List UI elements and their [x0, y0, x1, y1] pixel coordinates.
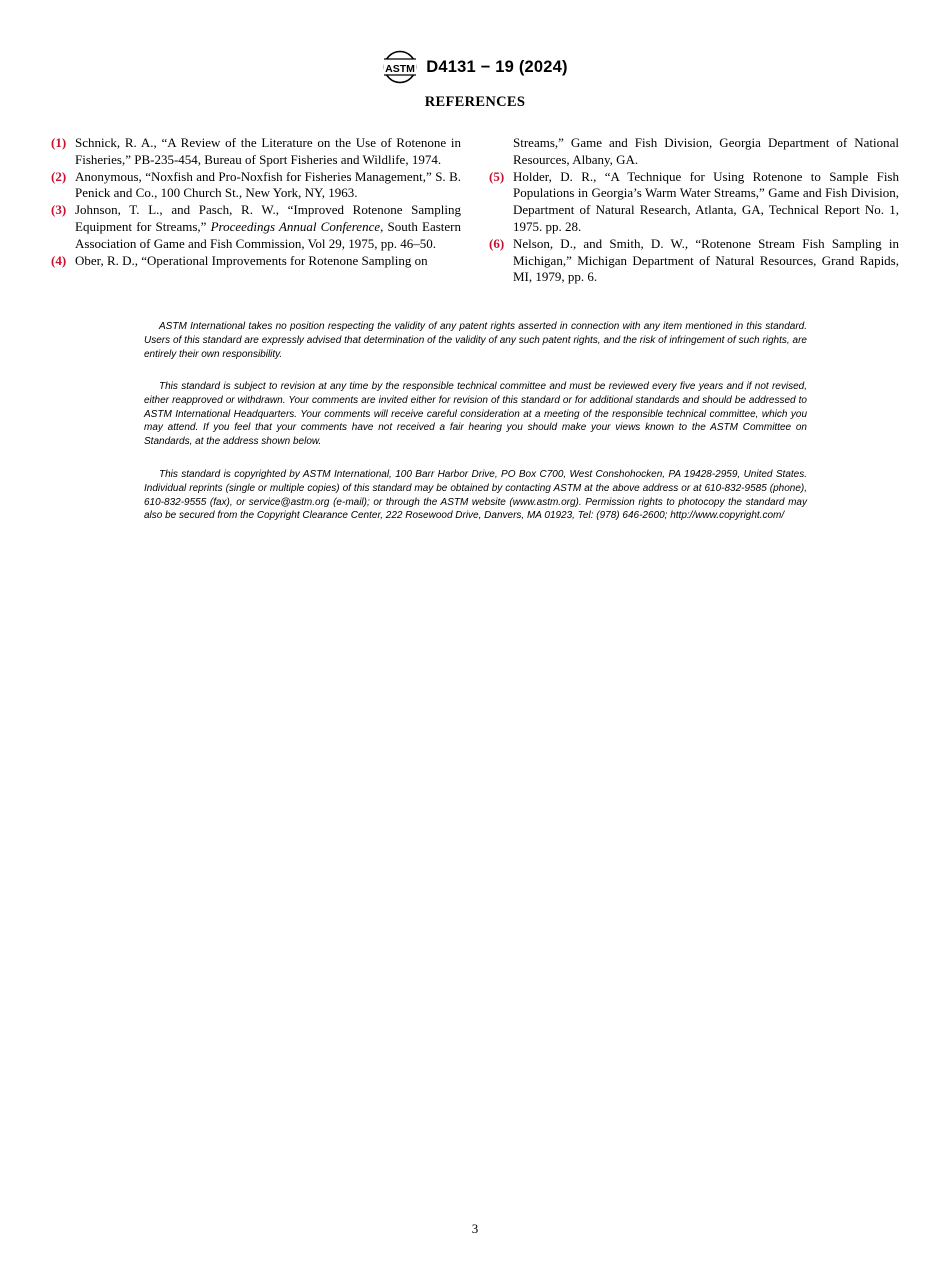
references-column-right	[489, 135, 899, 286]
reference-number: (3)	[51, 202, 67, 218]
astm-logo-icon	[382, 50, 418, 84]
reference-journal-title: Proceedings Annual Conference	[210, 218, 381, 234]
reference-text: Nelson, D., and Smith, D. W., “Rotenone Stream Fish Sampling in Michigan,” Michigan Department of Natural Resources, Grand Rapids, MI, 1979, pp. 6.	[513, 235, 899, 285]
reference-text: Schnick, R. A., “A Review of the Literature on the Use of Rotenone in Fisheries,” PB-235-454, Bureau of Sport Fisheries and Wildlife, 1974.	[75, 135, 461, 167]
reference-number: (2)	[51, 168, 67, 184]
reference-item	[51, 135, 461, 169]
reference-number: (6)	[489, 235, 505, 251]
page-header	[0, 50, 950, 84]
reference-text: Johnson, T. L., and Pasch, R. W., “Improved Rotenone Sampling Equipment for Streams,”	[75, 202, 461, 234]
reference-text-tail: , South Eastern Association of Game and Fish Commission, Vol 29, 1975, pp. 46–50.	[75, 218, 461, 251]
reference-text: Holder, D. R., “A Technique for Using Rotenone to Sample Fish Populations in Georgia’s Warm Water Streams,” Game and Fish Division, Department of Natural Research, Atlanta, GA, Technical Report No. 1, 1975. pp. 28.	[513, 168, 899, 234]
reference-item	[489, 169, 899, 236]
standard-designation: D4131 − 19 (2024)	[426, 57, 568, 76]
reference-text: Ober, R. D., “Operational Improvements for Rotenone Sampling on	[75, 252, 428, 268]
astm-logo-text: ASTM	[385, 63, 416, 75]
reference-number: (1)	[51, 135, 67, 150]
reference-item	[51, 169, 461, 203]
revision-notice: This standard is subject to revision at any time by the responsible technical committee and must be reviewed every five years and if not revised, either reapproved or withdrawn. Your comments are invited either for revision of this standard or for additional standards and should be addressed to ASTM International Headquarters. Your comments will receive careful consideration at a meeting of the responsible technical committee, which you may attend. If you feel that your comments have not received a fair hearing you should make your views known to the ASTM Committee on Standards, at the address shown below.	[144, 381, 807, 448]
reference-item	[51, 253, 461, 270]
references-heading: REFERENCES	[424, 94, 526, 110]
references-column-left	[51, 135, 461, 269]
reference-text: Anonymous, “Noxfish and Pro-Noxfish for Fisheries Management,” S. B. Penick and Co., 100 Church St., New York, NY, 1963.	[75, 168, 461, 201]
page-number: 3	[471, 1221, 479, 1236]
reference-number: (4)	[51, 252, 67, 268]
reference-text: Streams,” Game and Fish Division, Georgia Department of National Resources, Albany, GA.	[513, 135, 899, 167]
reference-continuation	[489, 135, 899, 169]
reference-number: (5)	[489, 168, 505, 184]
reference-item	[489, 236, 899, 286]
patent-notice: ASTM International takes no position respecting the validity of any patent rights asserted in connection with any item mentioned in this standard. Users of this standard are expressly advised that determination of the validity of any such patent rights, and the risk of infringement of such rights, are entirely their own responsibility.	[144, 321, 807, 360]
reference-item	[51, 202, 461, 252]
copyright-notice: This standard is copyrighted by ASTM International, 100 Barr Harbor Drive, PO Box C700, West Conshohocken, PA 19428-2959, United States. Individual reprints (single or multiple copies) of this standard may be obtained by contacting ASTM at the above address or at 610-832-9585 (phone), 610-832-9555 (fax), or service@astm.org (e-mail); or through the ASTM website (www.astm.org). Permission rights to photocopy the standard may also be secured from the Copyright Clearance Center, 222 Rosewood Drive, Danvers, MA 01923, Tel: (978) 646-2600; http://www.copyright.com/	[144, 469, 807, 522]
